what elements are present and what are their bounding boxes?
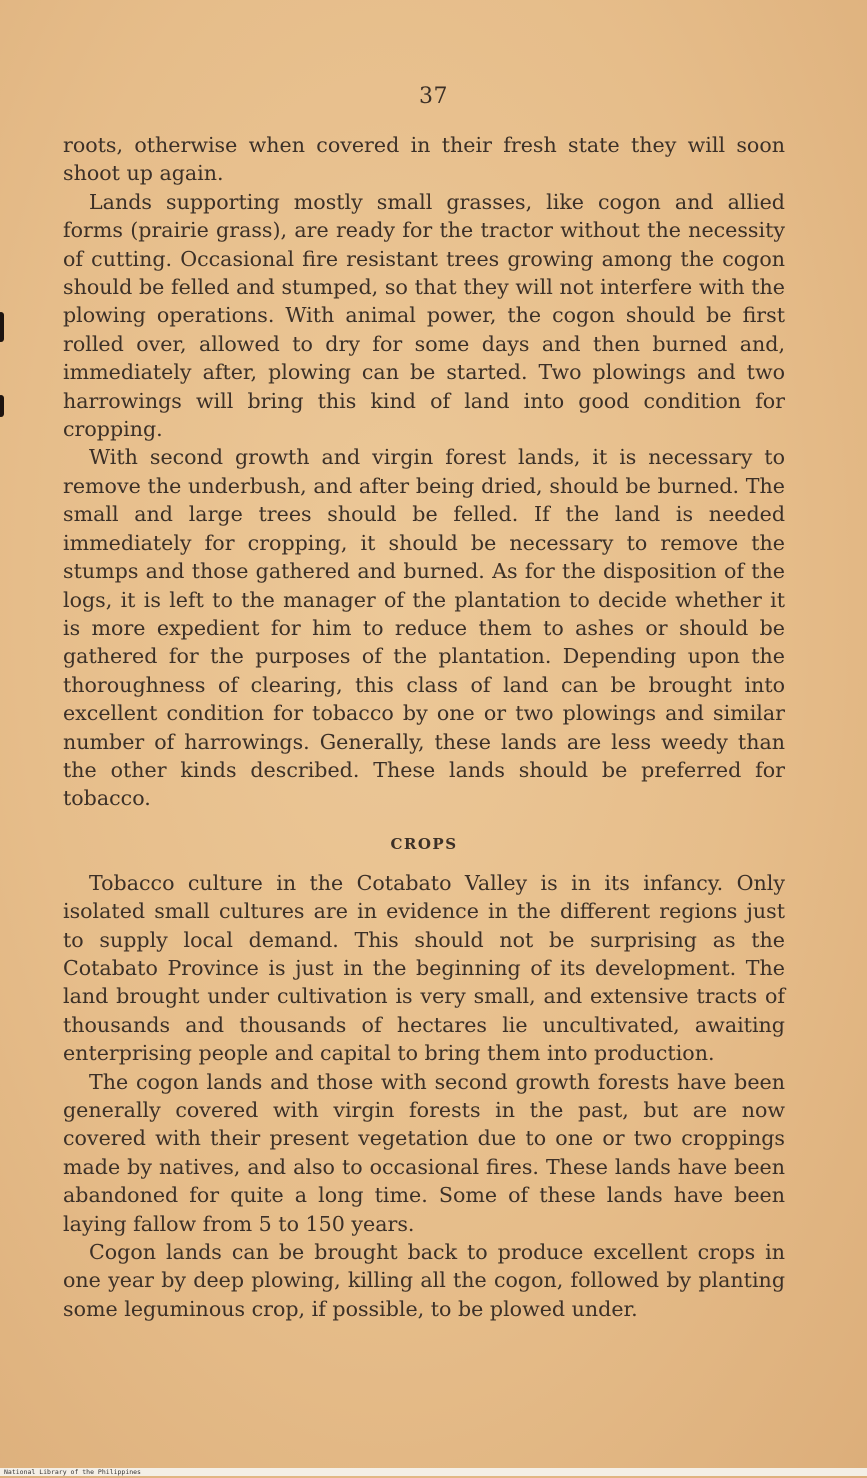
paragraph-forest-lands: With second growth and virgin forest lands, it is necessary to remove the underbush, and after being dried, should be burned. The small and large trees should be felled. If the land is needed immediately for cropping, it should be necessary to remove the stumps and those gathered and burned. As for the disposition of the logs, it is left to the manager of the plantation to decide whether it is more expedient for him to reduce them to ashes or should be gathered for the purposes of the plantation. Depending upon the thoroughness of clearing, this class of land can be brought into excellent condition for tobacco by one or two plowings and similar number of harrowings. Generally, these lands are less weedy than the other kinds described. These lands should be preferred for tobacco. (63, 445, 785, 811)
paragraph-tobacco-culture: Tobacco culture in the Cotabato Valley is in its infancy. Only isolated small cultures are in evidence in the different regions just to supply local demand. This should not be surprising as the Cotabato Province is just in the beginning of its development. The land brought under cultivation is very small, and extensive tracts of thousands and thousands of hectares lie uncultivated, awaiting enterprising people and capital to bring them into production. (63, 870, 785, 1066)
paragraph-cogon-recovery: Cogon lands can be brought back to produce excellent crops in one year by deep plowing, killing all the cogon, followed by planting some leguminous crop, if possible, to be plowed under. (63, 1240, 785, 1321)
library-watermark-footer: National Library of the Philippines (0, 1468, 867, 1476)
paragraph-cogon-history: The cogon lands and those with second growth forests have been generally covered with virgin forests in the past, but are now covered with their present vegetation due to one or two croppings made by natives, and also to occasional fires. These lands have been abandoned for quite a long time. Some of these lands have been laying fallow from 5 to 150 years. (63, 1069, 785, 1236)
binding-mark-upper (0, 312, 4, 342)
paragraph-continued: roots, otherwise when covered in their fresh state they will soon shoot up again. (63, 133, 785, 186)
page-number: 37 (419, 84, 448, 109)
body-text (63, 131, 785, 1323)
binding-mark-lower (0, 395, 4, 417)
paragraph-grass-lands: Lands supporting mostly small grasses, like cogon and allied forms (prairie grass), are ready for the tractor without the necessity of cutting. Occasional fire resistant trees growing among the cogon should be felled and stumped, so that they will not interfere with the plowing operations. With animal power, the cogon should be first rolled over, allowed to dry for some days and then burned and, immediately after, plowing can be started. Two plowings and two harrowings will bring this kind of land into good condition for cropping. (63, 189, 785, 442)
section-heading-crops: CROPS (390, 834, 458, 853)
